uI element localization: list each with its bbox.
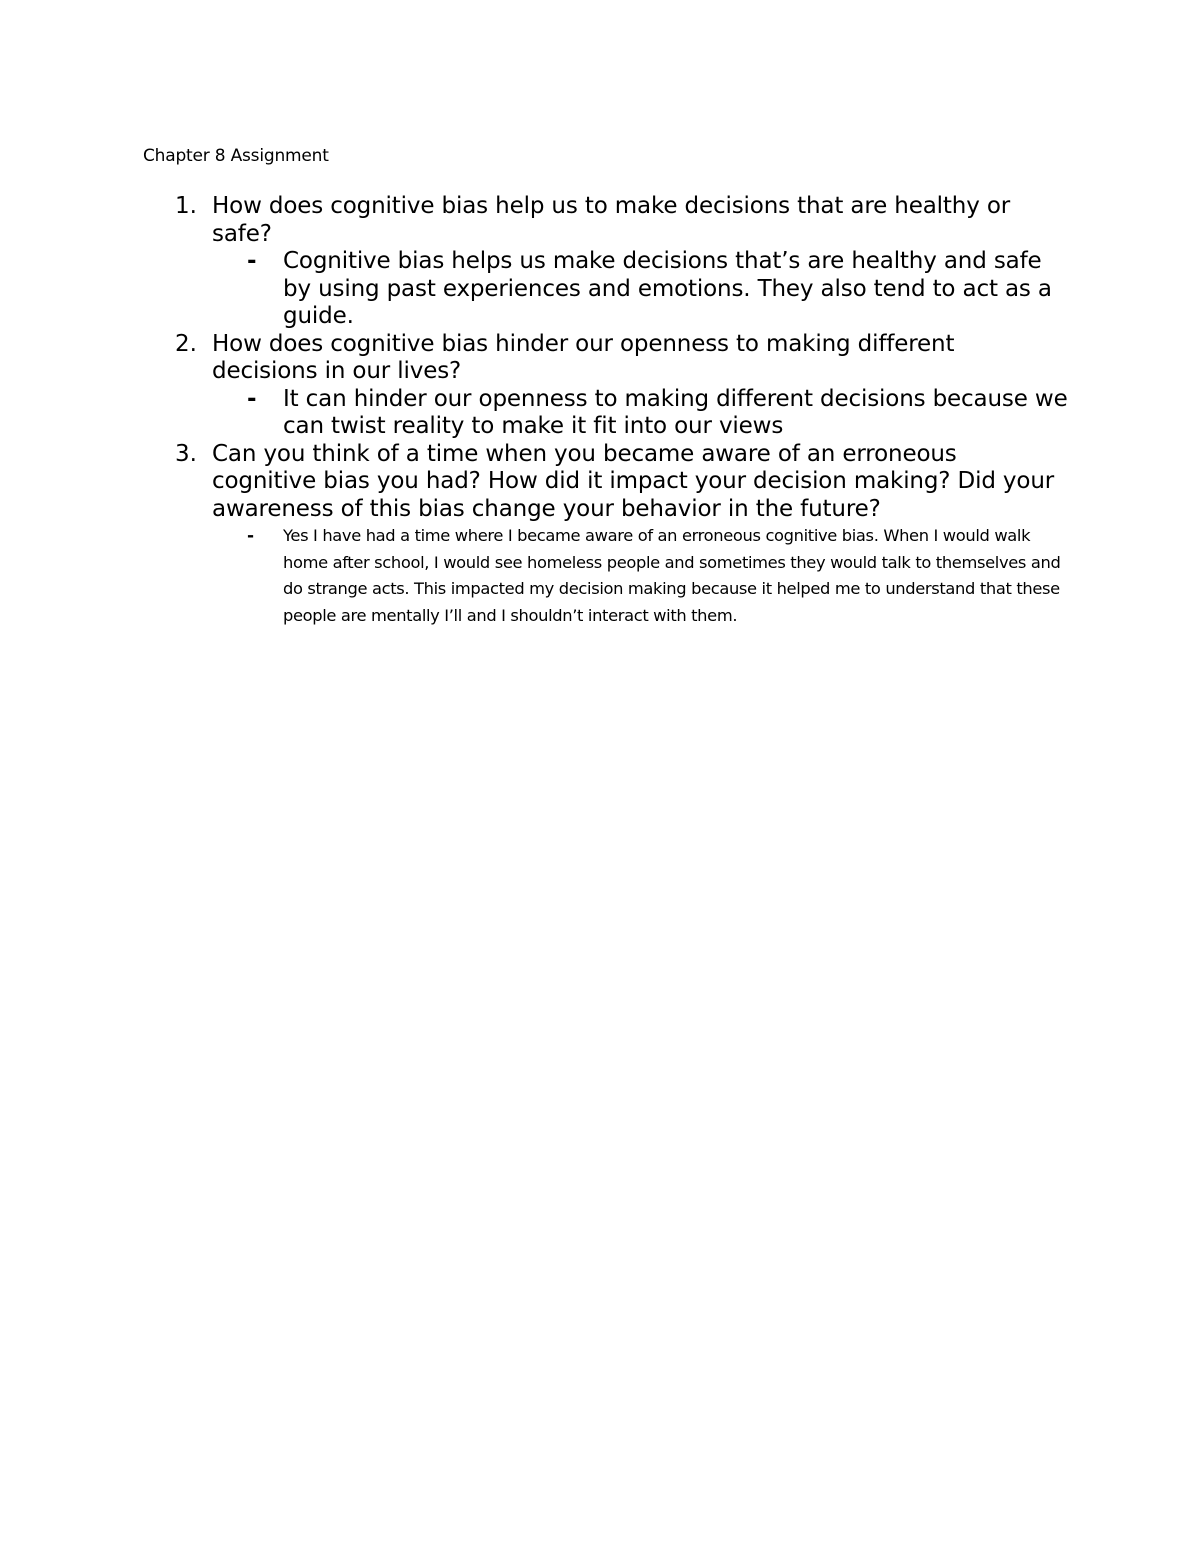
answer-text: Cognitive bias helps us make decisions that’s are healthy and safe by using past experiences and emotions. They also tend to act as a guide. [283,248,1052,329]
question-item-1 [175,193,1075,331]
document-title: Chapter 8 Assignment [143,146,329,166]
question-text: Can you think of a time when you became aware of an erroneous cognitive bias you had? How did it impact your decision making? Did your awareness of this bias change your behavior in the future? [212,440,1055,522]
answer-text: It can hinder our openness to making different decisions because we can twist reality to make it fit into our views [283,385,1068,439]
answer-item-2 [212,386,1075,441]
answer-item-3 [212,523,1075,629]
answer-bullet: - [247,526,255,546]
question-item-3 [175,441,1075,630]
answer-item-1 [212,248,1075,331]
question-number: 1. [175,193,197,219]
answer-text: Yes I have had a time where I became aware of an erroneous cognitive bias. When I would walk home after school, I would see homeless people and sometimes they would talk to themselves and do strange acts. This impacted my decision making because it helped me to understand that these people are mentally I’ll and I shouldn’t interact with them. [283,526,1061,625]
answer-bullet: - [247,248,257,274]
answer-bullet: - [247,385,257,412]
question-number: 3. [175,440,197,467]
question-text: How does cognitive bias hinder our openness to making different decisions in our lives? [212,330,955,384]
question-number: 2. [175,330,197,357]
question-list [175,193,1075,629]
question-text: How does cognitive bias help us to make decisions that are healthy or safe? [212,193,1011,247]
question-item-2 [175,331,1075,441]
